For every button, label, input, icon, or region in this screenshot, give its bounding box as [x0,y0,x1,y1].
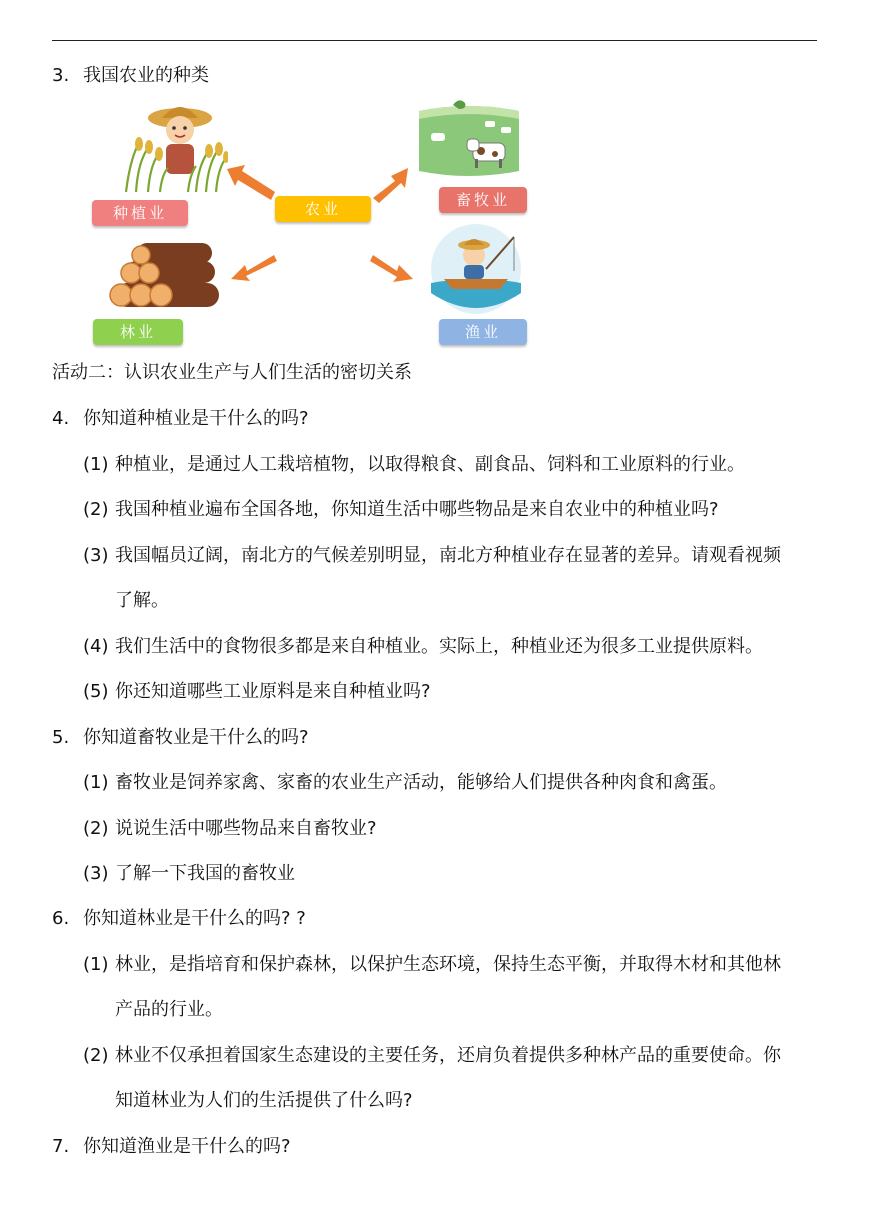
item-number: (1) [83,772,109,793]
question-title: 你知道林业是干什么的吗? ? [83,908,306,929]
arrow-to-planting [227,165,275,200]
question-number: 7. [52,1136,70,1157]
center-label-agriculture: 农业 [275,196,371,222]
item-number: (5) [83,681,109,702]
question-title: 你知道种植业是干什么的吗? [83,408,309,429]
item-number: (3) [83,545,109,566]
item-text: 你还知道哪些工业原料是来自种植业吗? [115,681,431,702]
section-number: 3. [52,65,70,86]
fishery-label: 渔业 [439,319,527,345]
question-number: 4. [52,408,70,429]
question-title: 你知道畜牧业是干什么的吗? [83,727,309,748]
question-title: 你知道渔业是干什么的吗? [83,1136,291,1157]
question-number: 6. [52,908,70,929]
item-text: 林业，是指培育和保护森林，以保护生态环境，保持生态平衡，并取得木材和其他林 [115,954,781,975]
item-text-continued: 知道林业为人们的生活提供了什么吗? [115,1090,413,1111]
arrow-to-forestry [231,255,277,281]
item-text: 种植业，是通过人工栽培植物，以取得粮食、副食品、饲料和工业原料的行业。 [115,454,745,475]
item-number: (2) [83,818,109,839]
item-number: (3) [83,863,109,884]
activity-heading: 活动二：认识农业生产与人们生活的密切关系 [52,362,412,383]
section-title: 我国农业的种类 [83,65,209,86]
planting-label: 种植业 [92,200,188,226]
item-text: 林业不仅承担着国家生态建设的主要任务，还肩负着提供多种林产品的重要使命。你 [115,1045,781,1066]
item-text: 说说生活中哪些物品来自畜牧业? [115,818,377,839]
item-text-continued: 了解。 [115,590,169,611]
agriculture-types-diagram [85,95,535,350]
item-number: (2) [83,1045,109,1066]
livestock-label: 畜牧业 [439,187,527,213]
item-text-continued: 产品的行业。 [115,999,223,1020]
item-number: (2) [83,499,109,520]
forestry-label: 林业 [93,319,183,345]
item-text: 我国种植业遍布全国各地，你知道生活中哪些物品是来自农业中的种植业吗? [115,499,719,520]
item-number: (1) [83,454,109,475]
arrow-to-fishery [370,255,413,282]
header-rule [52,40,817,41]
item-text: 了解一下我国的畜牧业 [115,863,295,884]
arrow-to-livestock [373,168,408,203]
item-text: 我国幅员辽阔，南北方的气候差别明显，南北方种植业存在显著的差异。请观看视频 [115,545,781,566]
item-number: (1) [83,954,109,975]
item-text: 我们生活中的食物很多都是来自种植业。实际上，种植业还为很多工业提供原料。 [115,636,763,657]
item-text: 畜牧业是饲养家禽、家畜的农业生产活动，能够给人们提供各种肉食和禽蛋。 [115,772,727,793]
item-number: (4) [83,636,109,657]
question-number: 5. [52,727,70,748]
